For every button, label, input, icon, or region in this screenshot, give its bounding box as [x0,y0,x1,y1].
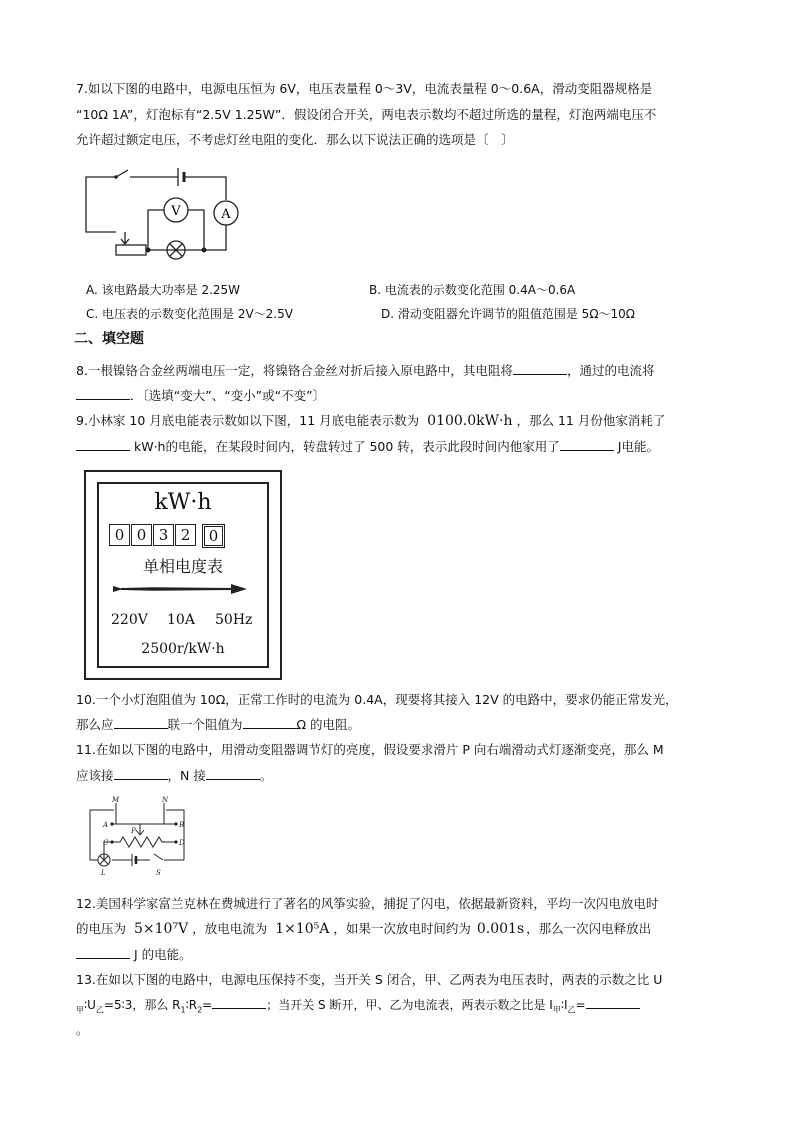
q13-text-e: ；当开关 S 断开，甲、乙为电流表，两表示数之比是 I [266,998,553,1012]
q11-blank-1[interactable] [114,767,168,780]
meter-digits [109,524,226,548]
meter-digit-1: 0 [109,524,130,546]
q8-line-1 [76,362,654,380]
q10-blank-1[interactable] [114,716,168,729]
q13-text-c: ∶R [185,998,198,1012]
q8-blank-2[interactable] [76,387,130,400]
q7-circuit-diagram [80,160,250,260]
q9-blank-2[interactable] [560,438,614,451]
voltmeter-label: V [171,204,181,219]
q9-text-a: 9.小林家 10 月底电能表示数如以下图，11 月底电能表示数为 [76,413,420,428]
q7-option-c: C. 电压表的示数变化范围是 2V～2.5V [86,307,293,321]
q7-line-3: 允许超过额定电压，不考虑灯丝电阻的变化．那么以下说法正确的选项是〔 〕 [76,132,514,147]
q13-line-3: 。 [76,1022,89,1037]
q12-line-3 [76,946,192,964]
q10-text-a: 那么应 [76,717,114,732]
q13-line-1: 13.在如以下图的电路中，电源电压保持不变，当开关 S 闭合，甲、乙两表为电压表时，两表的示数之比 U [76,972,663,987]
lamp-l-label: L [101,869,106,877]
meter-digit-5: 0 [202,524,225,548]
electric-meter-figure [84,470,282,680]
terminal-c-label: C [103,839,109,847]
q11-text-c: 。 [259,768,273,783]
q10-line-1: 10.一个小灯泡阻值为 10Ω，正常工作时的电流为 0.4A，现要将其接入 12V 的电路中，要求仍能正常发光， [76,692,678,707]
section-fill-in-title: 二、填空题 [74,331,144,347]
q9-text-c: kW·h的电能，在某段时间内，转盘转过了 500 转，表示此段时间内他家用了 [133,439,560,454]
q12-line-2 [76,920,651,938]
q10-line-2 [76,716,360,734]
q9-line-1 [76,412,665,430]
q8-text-a: 8.一根镍铬合金丝两端电压一定，将镍铬合金丝对折后接入原电路中，其电阻将 [76,363,513,378]
q9-text-d: J电能。 [617,439,659,454]
ammeter-label: A [221,207,231,222]
q9-text-b: ，那么 11 月份他家消耗了 [516,413,666,428]
q13-text-d: = [202,998,213,1012]
q9-reading: 0100.0kW·h [427,413,513,429]
q13-sub-yi-2: 乙 [567,1005,576,1015]
meter-voltage: 220V [111,612,148,628]
q13-sub-2: 2 [197,1005,203,1015]
q13-blank-2[interactable] [586,996,640,1009]
q10-text-b: 联一个阻值为 [167,717,243,732]
q13-text-g: = [575,998,586,1012]
meter-rate: 2500r/kW·h [141,641,225,657]
q12-line-1: 12.美国科学家富兰克林在费城进行了著名的风筝实验，捕捉了闪电，依据最新资料，平均一次闪电放电时 [76,896,659,911]
q13-text-f: ∶I [560,998,568,1012]
terminal-m-label: M [112,796,120,804]
meter-pointer-arrow [113,582,253,596]
q11-line-1: 11.在如以下图的电路中，用滑动变阻器调节灯的亮度，假设要求滑片 P 向右端滑动式灯逐渐变亮，那么 M [76,742,664,757]
slider-p-label: P [131,827,136,835]
q13-sub-1: 1 [180,1005,186,1015]
q12-text-a: 的电压为 [76,921,127,936]
q8-text-c: ．〔选填“变大”、“变小”或“不变”〕 [130,388,326,403]
q13-sub-yi: 乙 [95,1005,104,1015]
q8-blank-1[interactable] [513,362,567,375]
q11-text-b: ，N 接 [167,768,206,783]
q12-current: 1×10⁵A [275,921,330,937]
q11-line-2 [76,767,272,785]
terminal-a-label: A [103,821,109,829]
q12-text-c: ，如果一次放电时间约为 [333,921,471,936]
q7-line-2: “10Ω 1A”，灯泡标有“2.5V 1.25W”．假设闭合开关，两电表示数均不超过所选的量程，灯泡两端电压不 [76,107,657,122]
meter-digit-2: 0 [131,524,152,546]
electric-meter-face [97,482,269,668]
meter-name: 单相电度表 [142,557,223,576]
q10-blank-2[interactable] [243,716,297,729]
q13-sub-jia: 甲 [76,1005,84,1015]
q12-voltage: 5×10⁷V [134,921,189,937]
q12-text-d: ，那么一次闪电释放出 [526,921,652,936]
terminal-n-label: N [162,796,169,804]
q13-text-a: ∶U [84,998,96,1012]
meter-current: 10A [167,612,195,628]
q13-sub-jia-2: 甲 [552,1005,561,1015]
q11-text-a: 应该接 [76,768,114,783]
q7-option-b: B. 电流表的示数变化范围 0.4A～0.6A [369,283,576,297]
q7-option-d: D. 滑动变阻器允许调节的阻值范围是 5Ω～10Ω [381,307,635,321]
meter-frequency: 50Hz [215,612,253,628]
q11-blank-2[interactable] [206,767,260,780]
q13-blank-1[interactable] [212,996,266,1009]
terminal-d-label: D [179,839,185,847]
q13-text-b: =5∶3，那么 R [103,998,181,1012]
switch-s-label: S [156,869,161,877]
q12-time: 0.001s [476,921,525,937]
q12-blank-1[interactable] [76,946,130,959]
q11-circuit-diagram [84,796,204,878]
q7-option-a: A. 该电路最大功率是 2.25W [86,283,241,297]
q12-text-b: ，放电电流为 [192,921,268,936]
meter-digit-4: 2 [175,524,196,546]
q8-line-2 [76,387,325,405]
q12-text-e: J 的电能。 [133,947,192,962]
q9-blank-1[interactable] [76,438,130,451]
q9-line-2 [76,438,659,456]
terminal-b-label: B [179,821,185,829]
q8-text-b: ，通过的电流将 [566,363,655,378]
q13-line-2 [76,996,640,1019]
meter-unit: kW·h [154,490,212,515]
q10-text-c: Ω 的电阻。 [296,717,361,732]
meter-digit-3: 3 [153,524,174,546]
q7-line-1: 7.如以下图的电路中，电源电压恒为 6V，电压表量程 0～3V，电流表量程 0～0.6A，滑动变阻器规格是 [76,81,653,96]
